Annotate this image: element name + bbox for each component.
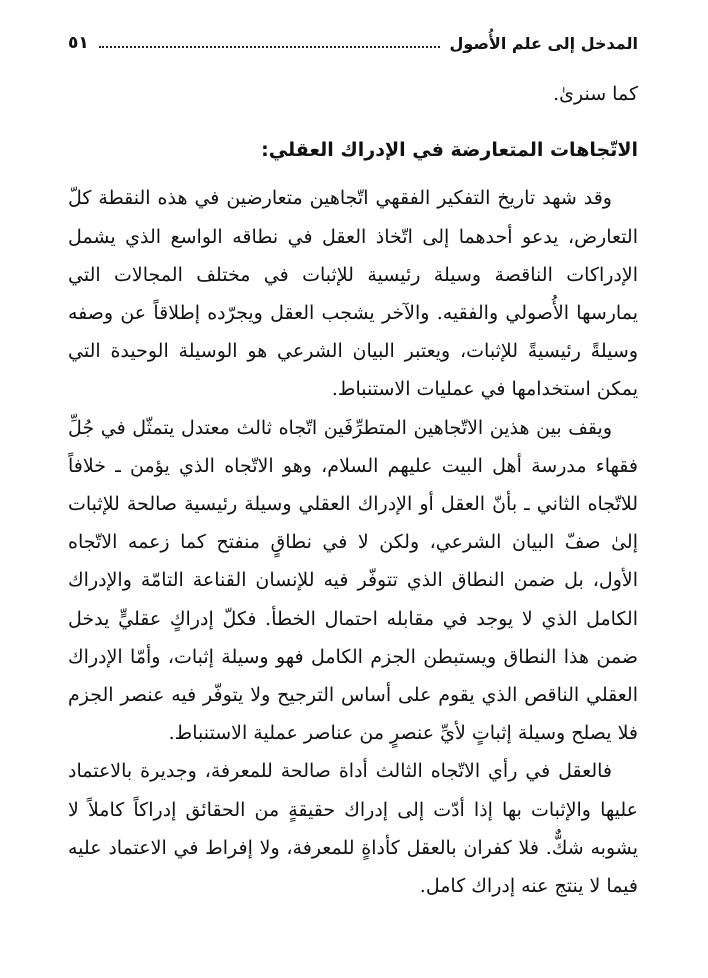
paragraph: فالعقل في رأي الاتّجاه الثالث أداة صالحة للمعرفة، وجديرة بالاعتماد عليها والإثبات بها إذا أدّت إلى إدراك حقيقةٍ من الحقائق إدراكاً كاملاً لا يشوبه شكٌّ. فلا كفران بالعقل كأداةٍ للمعرفة، ولا إفراط في الاعتماد عليه فيما لا ينتج عنه إدراك كامل. xyxy=(68,760,638,898)
dotted-leader xyxy=(99,46,440,48)
page-number: ٥١ xyxy=(68,33,89,53)
intro-line: كما سنرىٰ. xyxy=(553,83,638,105)
paragraph: ويقف بين هذين الاتّجاهين المتطرِّفَين اتّجاه ثالث معتدل يتمثّل في جُلِّ فقهاء مدرسة أهل البيت عليهم السلام، وهو الاتّجاه الذي يؤمن ـ خلافاً للاتّجاه الثاني ـ بأنّ العقل أو الإدراك العقلي وسيلة رئيسية صالحة للإثبات إلىٰ صفّ البيان الشرعي، ولكن لا في نطاقٍ منفتح كما زعمه الاتّجاه الأول، بل ضمن النطاق الذي تتوفّر فيه للإنسان القناعة التامّة والإدراك الكامل الذي لا يوجد في مقابله احتمال الخطأ. فكلّ إدراكٍ عقليٍّ يدخل ضمن هذا النطاق ويستبطن الجزم الكامل فهو وسيلة إثبات، وأمّا الإدراك العقلي الناقص الذي يقوم على أساس الترجيح ولا يتوفّر فيه عنصر الجزم فلا يصلح وسيلة إثباتٍ لأيِّ عنصرٍ من عناصر عملية الاستنباط. xyxy=(68,416,638,745)
section-heading: الاتّجاهات المتعارضة في الإدراك العقلي: xyxy=(261,139,638,162)
page-header xyxy=(68,28,638,58)
running-title: المدخل إلى علم الأُصول xyxy=(449,33,638,53)
paragraph: وقد شهد تاريخ التفكير الفقهي اتّجاهين متعارضين في هذه النقطة كلّ التعارض، يدعو أحدهما إلى اتّخاذ العقل في نطاقه الواسع الذي يشمل الإدراكات الناقصة وسيلة رئيسية للإثبات في مختلف المجالات التي يمارسها الأُصولي والفقيه. والآخر يشجب العقل ويجرّده إطلاقاً عن وصفه وسيلةً رئيسيةً للإثبات، ويعتبر البيان الشرعي هو الوسيلة الوحيدة التي يمكن استخدامها في عمليات الاستنباط. xyxy=(68,187,638,401)
page-body xyxy=(68,75,638,905)
